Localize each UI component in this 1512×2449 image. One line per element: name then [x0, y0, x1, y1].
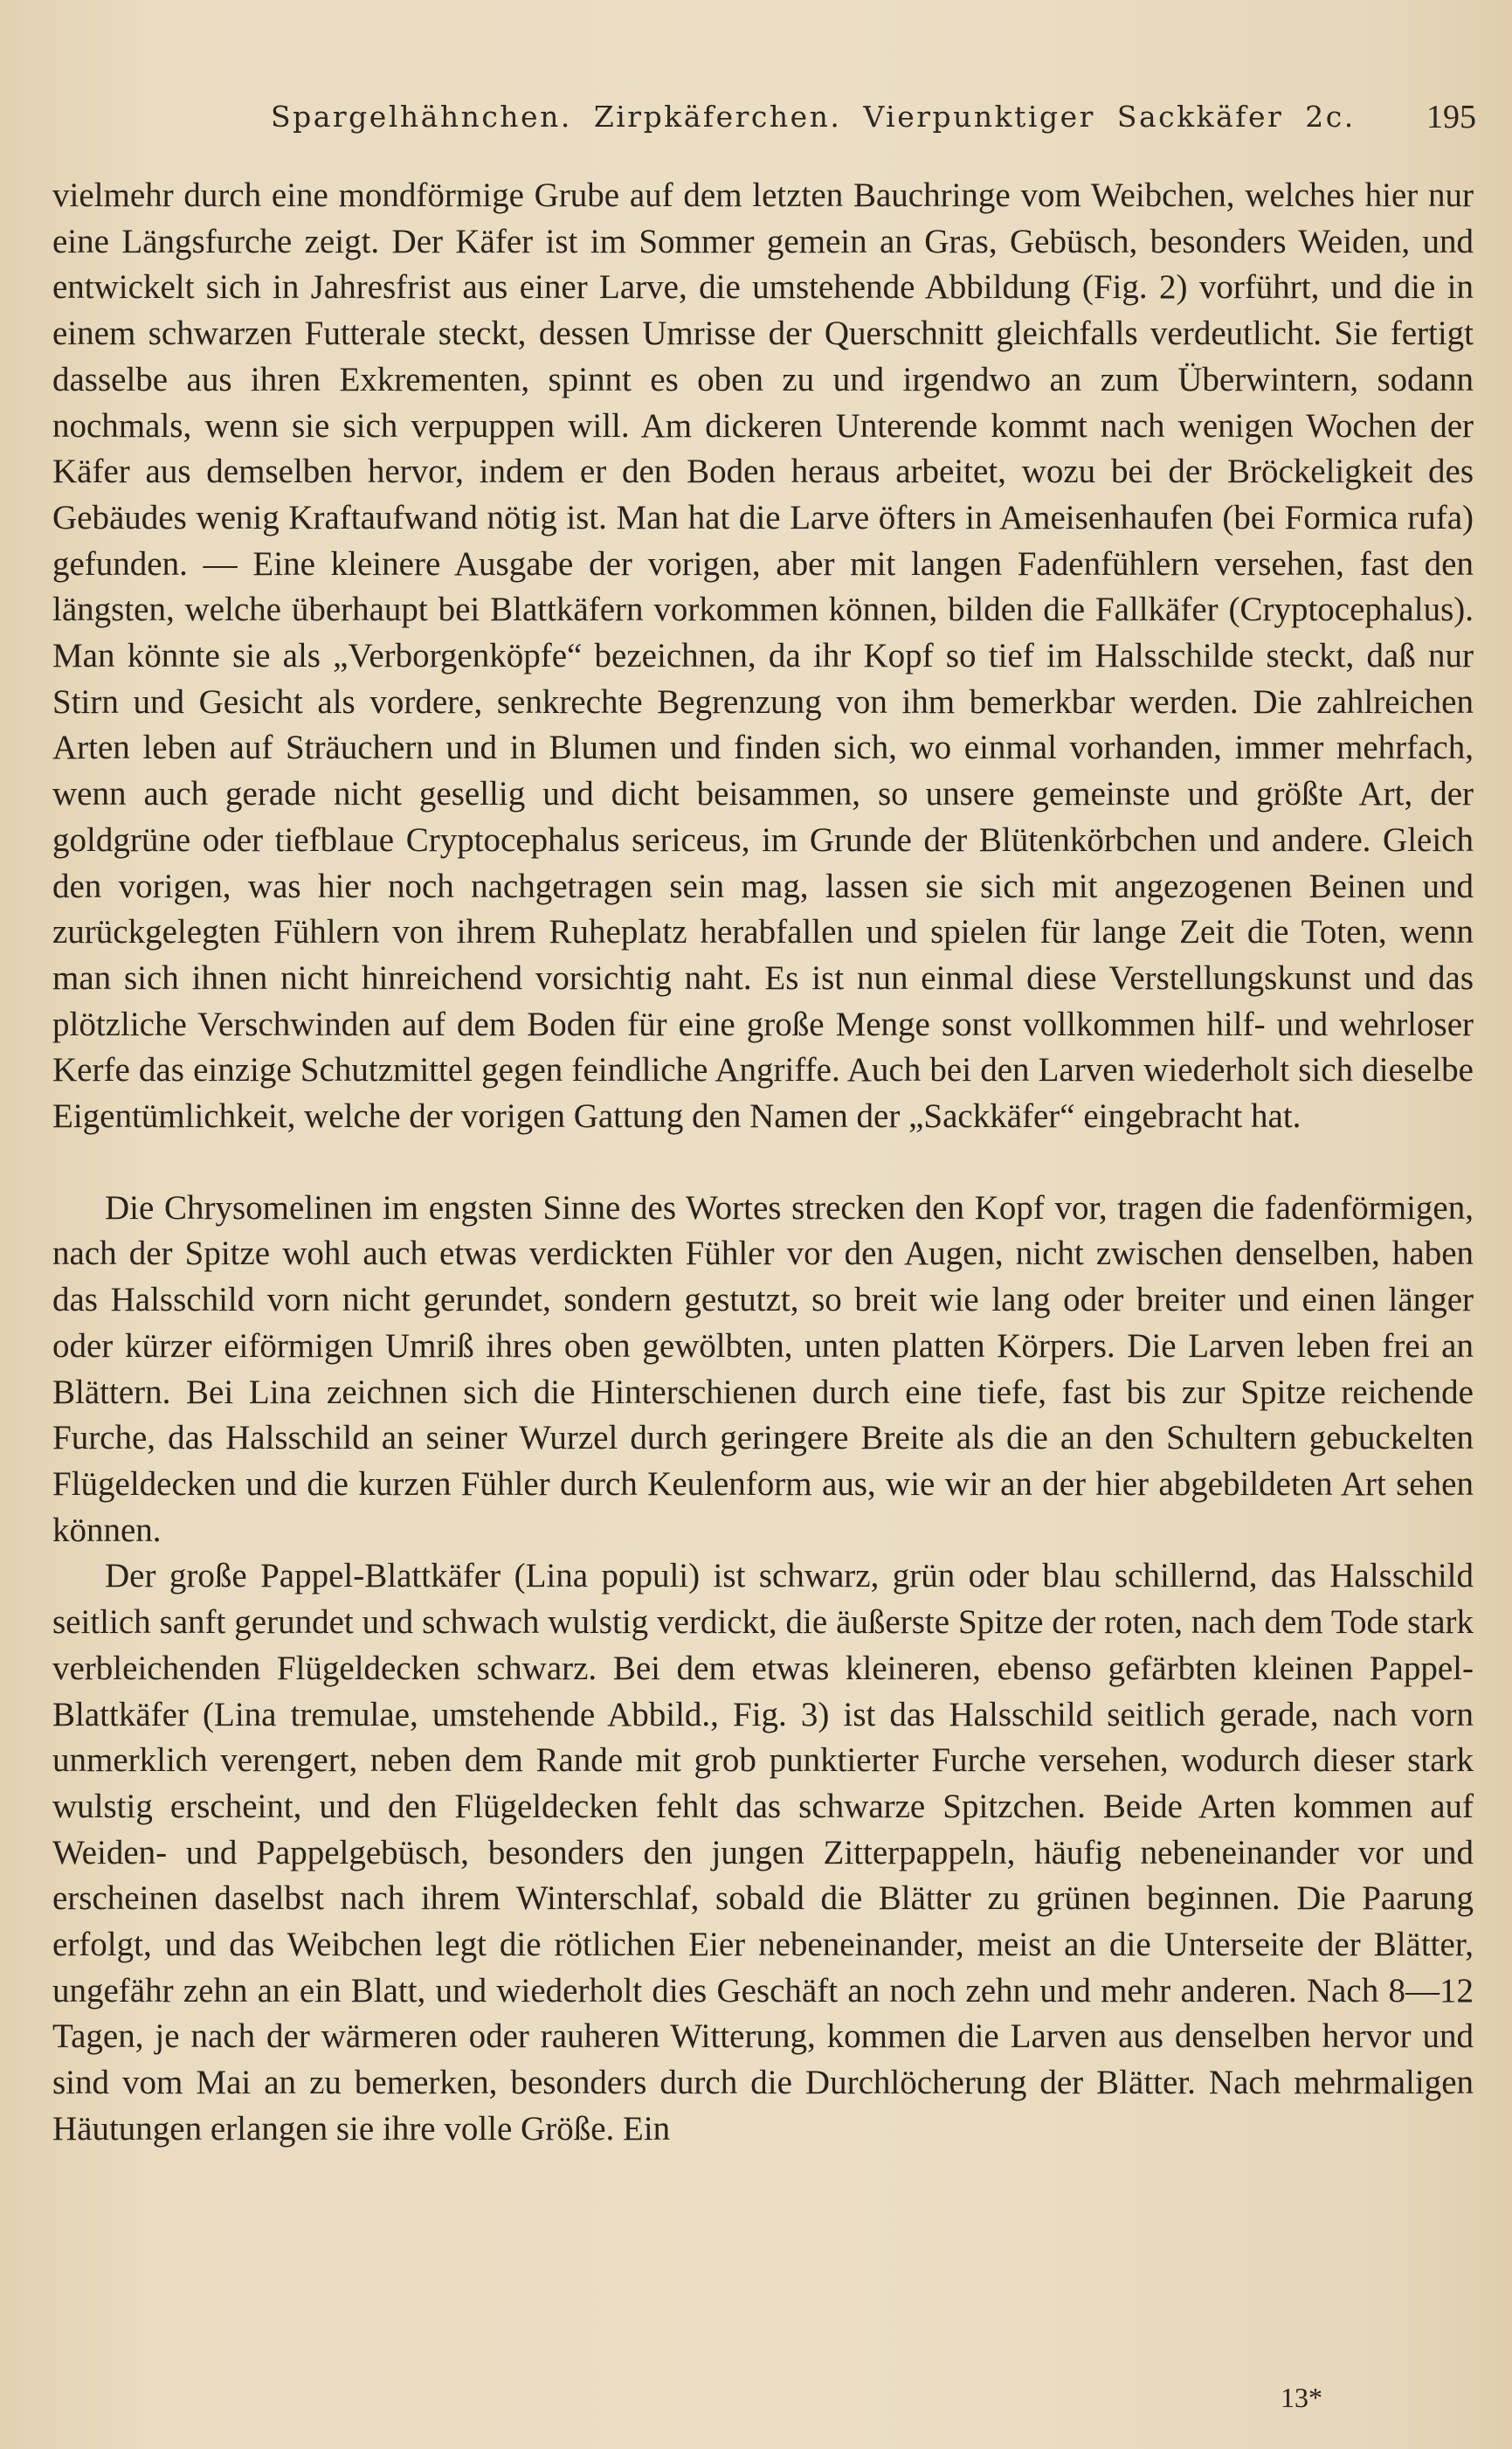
sheet-signature: 13* — [1281, 2382, 1322, 2413]
running-head: Spargelhähnchen. Zirpkäferchen. Vierpunktiger Sackkäfer 2c. — [271, 100, 1356, 134]
page-header — [52, 94, 1476, 147]
body-text — [52, 173, 1474, 2153]
paragraph-pappel-blattkaefer: Der große Pappel-Blattkäfer (Lina populi) ist schwarz, grün oder blau schillernd, das Halsschild seitlich sanft gerundet und schwach wulstig verdickt, die äußerste Spitze der roten, nach dem Tode stark verbleichenden Flügeldecken schwarz. Bei dem etwas kleineren, ebenso gefärbten kleinen Pappel-Blattkäfer (Lina tremulae, umstehende Abbild., Fig. 3) ist das Halsschild seitlich gerade, nach vorn unmerklich verengert, neben dem Rande mit grob punktierter Furche versehen, wodurch dieser stark wulstig erscheint, und den Flügeldecken fehlt das schwarze Spitzchen. Beide Arten kommen auf Weiden- und Pappelgebüsch, besonders den jungen Zitterpappeln, häufig nebeneinander vor und erscheinen daselbst nach ihrem Winterschlaf, sobald die Blätter zu grünen beginnen. Die Paarung erfolgt, und das Weibchen legt die rötlichen Eier nebeneinander, meist an die Unterseite der Blätter, ungefähr zehn an ein Blatt, und wiederholt dies Geschäft an noch zehn und mehr anderen. Nach 8—12 Tagen, je nach der wärmeren oder rauheren Witterung, kommen die Larven aus denselben hervor und sind vom Mai an zu bemerken, besonders durch die Durchlöcherung der Blätter. Nach mehrmaligen Häutungen erlangen sie ihre volle Größe. Ein — [52, 1557, 1474, 2148]
page-number: 195 — [1426, 99, 1476, 135]
paragraph-chrysomelinen: Die Chrysomelinen im engsten Sinne des Wortes strecken den Kopf vor, tragen die fadenförmigen, nach der Spitze wohl auch etwas verdickten Fühler vor den Augen, nicht zwischen denselben, haben das Halsschild vorn nicht gerundet, sondern gestutzt, so breit wie lang oder breiter und einen länger oder kürzer eiförmigen Umriß ihres oben gewölbten, unten platten Körpers. Die Larven leben frei an Blättern. Bei Lina zeichnen sich die Hinterschienen durch eine tiefe, fast bis zur Spitze reichende Furche, das Halsschild an seiner Wurzel durch geringere Breite als die an den Schultern gebuckelten Flügeldecken und die kurzen Fühler durch Keulenform aus, wie wir an der hier abgebildeten Art sehen können. — [52, 1188, 1474, 1549]
paragraph-gap — [52, 1140, 1474, 1186]
paragraph-sackkaefer: vielmehr durch eine mondförmige Grube auf dem letzten Bauchringe vom Weibchen, welches hier nur eine Längsfurche zeigt. Der Käfer ist im Sommer gemein an Gras, Gebüsch, besonders Weiden, und entwickelt sich in Jahresfrist aus einer Larve, die umstehende Abbildung (Fig. 2) vorführt, und die in einem schwarzen Futterale steckt, dessen Umrisse der Querschnitt gleichfalls verdeutlicht. Sie fertigt dasselbe aus ihren Exkrementen, spinnt es oben zu und irgendwo an zum Überwintern, sodann nochmals, wenn sie sich verpuppen will. Am dickeren Unterende kommt nach wenigen Wochen der Käfer aus demselben hervor, indem er den Boden heraus arbeitet, wozu bei der Bröckeligkeit des Gebäudes wenig Kraftaufwand nötig ist. Man hat die Larve öfters in Ameisenhaufen (bei Formica rufa) gefunden. — Eine kleinere Ausgabe der vorigen, aber mit langen Fadenfühlern versehen, fast den längsten, welche überhaupt bei Blattkäfern vorkommen können, bilden die Fallkäfer (Cryptocephalus). Man könnte sie als „Verborgenköpfe“ bezeichnen, da ihr Kopf so tief im Halsschilde steckt, daß nur Stirn und Gesicht als vordere, senkrechte Begrenzung von ihm bemerkbar werden. Die zahlreichen Arten leben auf Sträuchern und in Blumen und finden sich, wo einmal vorhanden, immer mehrfach, wenn auch gerade nicht gesellig und dicht beisammen, so unsere gemeinste und größte Art, der goldgrüne oder tiefblaue Cryptocephalus sericeus, im Grunde der Blütenkörbchen und andere. Gleich den vorigen, was hier noch nachgetragen sein mag, lassen sie sich mit angezogenen Beinen und zurückgelegten Fühlern von ihrem Ruheplatz herabfallen und spielen für lange Zeit die Toten, wenn man sich ihnen nicht hinreichend vorsichtig naht. Es ist nun einmal diese Verstellungskunst und das plötzliche Verschwinden auf dem Boden für eine große Menge sonst vollkommen hilf- und wehrloser Kerfe das einzige Schutzmittel gegen feindliche Angriffe. Auch bei den Larven wiederholt sich dieselbe Eigentümlichkeit, welche der vorigen Gattung den Namen der „Sackkäfer“ eingebracht hat. — [52, 176, 1474, 1136]
